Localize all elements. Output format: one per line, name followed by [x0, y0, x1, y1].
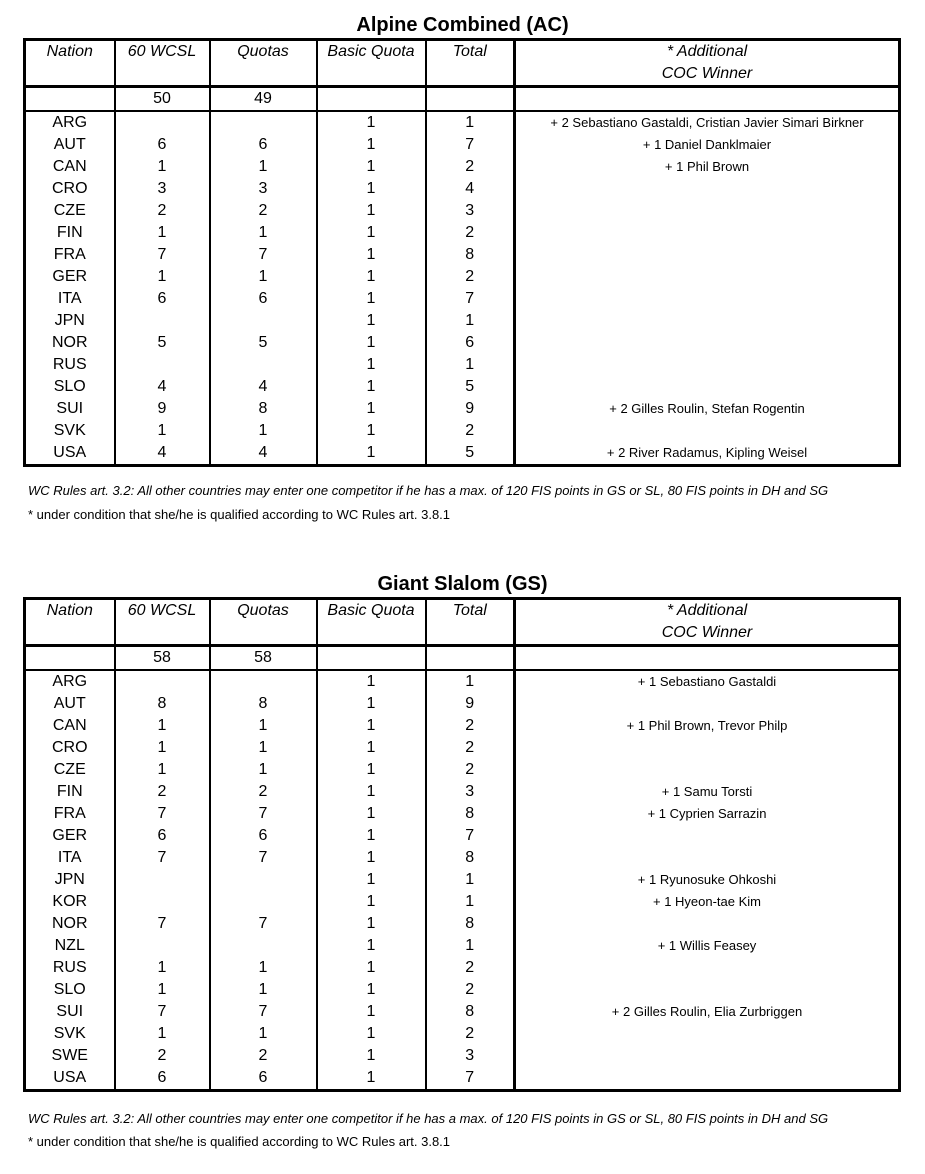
nation-cell: CRO	[25, 178, 115, 200]
table-row	[25, 781, 900, 803]
wcsl-cell: 1	[115, 737, 210, 759]
total-cell: 2	[426, 759, 515, 781]
table-row	[25, 134, 900, 156]
coc-winner-cell	[515, 1023, 900, 1045]
total-cell: 2	[426, 957, 515, 979]
quotas-cell: 6	[210, 288, 317, 310]
nation-cell: SUI	[25, 398, 115, 420]
table-row	[25, 737, 900, 759]
ac-note-condition: * under condition that she/he is qualified according to WC Rules art. 3.8.1	[28, 507, 451, 522]
table-row	[25, 957, 900, 979]
wcsl-cell: 1	[115, 715, 210, 737]
basic-quota-cell: 1	[317, 156, 426, 178]
totals-cell	[25, 87, 115, 112]
header-total: Total	[426, 40, 515, 87]
quotas-cell: 3	[210, 178, 317, 200]
quotas-cell	[210, 111, 317, 134]
header-60-wcsl: 60 WCSL	[115, 40, 210, 87]
basic-quota-cell: 1	[317, 244, 426, 266]
coc-winner-cell	[515, 957, 900, 979]
table-row	[25, 913, 900, 935]
nation-cell: NOR	[25, 332, 115, 354]
quotas-cell	[210, 310, 317, 332]
total-cell: 5	[426, 442, 515, 466]
total-cell: 2	[426, 266, 515, 288]
nation-cell: ITA	[25, 288, 115, 310]
coc-winner-cell	[515, 693, 900, 715]
coc-winner-cell: + 1 Daniel Danklmaier	[642, 137, 772, 152]
ac-table	[23, 38, 901, 467]
header-total: Total	[426, 599, 515, 646]
nation-cell: CZE	[25, 200, 115, 222]
total-cell: 8	[426, 913, 515, 935]
nation-cell: FIN	[25, 781, 115, 803]
nation-cell: AUT	[25, 693, 115, 715]
coc-winner-cell	[515, 825, 900, 847]
quotas-cell: 1	[210, 979, 317, 1001]
quotas-cell: 6	[210, 134, 317, 156]
coc-winner-cell	[515, 847, 900, 869]
basic-quota-cell: 1	[317, 200, 426, 222]
basic-quota-cell: 1	[317, 354, 426, 376]
nation-cell: ARG	[25, 670, 115, 693]
ac-header-row	[25, 40, 900, 87]
totals-cell	[515, 87, 900, 112]
basic-quota-cell: 1	[317, 310, 426, 332]
table-row	[25, 759, 900, 781]
basic-quota-cell: 1	[317, 442, 426, 466]
totals-cell	[515, 646, 900, 671]
nation-cell: RUS	[25, 957, 115, 979]
table-row	[25, 376, 900, 398]
basic-quota-cell: 1	[317, 111, 426, 134]
coc-winner-cell	[515, 1067, 900, 1091]
wcsl-cell: 6	[115, 1067, 210, 1091]
quotas-cell: 1	[210, 737, 317, 759]
table-row	[25, 693, 900, 715]
quotas-cell: 1	[210, 420, 317, 442]
header-basic-quota: Basic Quota	[317, 40, 426, 87]
coc-winner-cell	[515, 376, 900, 398]
table-row	[25, 398, 900, 420]
wcsl-cell: 2	[115, 1045, 210, 1067]
total-cell: 7	[426, 1067, 515, 1091]
table-row	[25, 979, 900, 1001]
header-nation: Nation	[25, 40, 115, 87]
total-cell: 9	[426, 693, 515, 715]
quotas-cell: 2	[210, 200, 317, 222]
coc-winner-cell: + 2 Sebastiano Gastaldi, Cristian Javier Simari Birkner	[550, 115, 864, 130]
table-row	[25, 803, 900, 825]
coc-winner-cell: + 2 River Radamus, Kipling Weisel	[606, 445, 808, 460]
quotas-cell: 6	[210, 1067, 317, 1091]
total-cell: 2	[426, 979, 515, 1001]
basic-quota-cell: 1	[317, 1045, 426, 1067]
basic-quota-cell: 1	[317, 266, 426, 288]
total-cell: 1	[426, 310, 515, 332]
table-row	[25, 825, 900, 847]
basic-quota-cell: 1	[317, 1023, 426, 1045]
header-nation: Nation	[25, 599, 115, 646]
nation-cell: KOR	[25, 891, 115, 913]
nation-cell: SVK	[25, 420, 115, 442]
wcsl-cell: 1	[115, 957, 210, 979]
table-row	[25, 310, 900, 332]
coc-winner-cell	[515, 222, 900, 244]
nation-cell: FIN	[25, 222, 115, 244]
nation-cell: CAN	[25, 715, 115, 737]
basic-quota-cell: 1	[317, 1001, 426, 1023]
basic-quota-cell: 1	[317, 759, 426, 781]
total-cell: 1	[426, 354, 515, 376]
table-row	[25, 420, 900, 442]
total-cell: 2	[426, 156, 515, 178]
quotas-cell: 1	[210, 222, 317, 244]
nation-cell: AUT	[25, 134, 115, 156]
total-cell: 9	[426, 398, 515, 420]
basic-quota-cell: 1	[317, 803, 426, 825]
gs-table	[23, 597, 901, 1092]
nation-cell: JPN	[25, 869, 115, 891]
table-row	[25, 332, 900, 354]
table-row	[25, 1023, 900, 1045]
nation-cell: SLO	[25, 979, 115, 1001]
table-row	[25, 1045, 900, 1067]
basic-quota-cell: 1	[317, 693, 426, 715]
totals-cell	[426, 87, 515, 112]
total-cell: 2	[426, 222, 515, 244]
quotas-cell: 7	[210, 913, 317, 935]
wcsl-cell: 4	[115, 442, 210, 466]
table-row	[25, 178, 900, 200]
wcsl-cell: 1	[115, 420, 210, 442]
total-cell: 1	[426, 111, 515, 134]
wcsl-cell: 1	[115, 979, 210, 1001]
wcsl-cell: 7	[115, 244, 210, 266]
header-quotas: Quotas	[210, 599, 317, 646]
wcsl-cell: 2	[115, 200, 210, 222]
quotas-cell: 1	[210, 957, 317, 979]
wcsl-cell: 1	[115, 1023, 210, 1045]
total-cell: 1	[426, 891, 515, 913]
quotas-cell: 2	[210, 1045, 317, 1067]
basic-quota-cell: 1	[317, 178, 426, 200]
total-cell: 8	[426, 1001, 515, 1023]
nation-cell: GER	[25, 266, 115, 288]
gs-note-rules: WC Rules art. 3.2: All other countries may enter one competitor if he has a max. of 120 FIS points in GS or SL, 80 FIS points in DH and SG	[28, 1111, 829, 1126]
table-row	[25, 1067, 900, 1091]
quotas-cell: 4	[210, 442, 317, 466]
header-additional-line2: COC Winner	[661, 624, 753, 641]
quotas-cell: 7	[210, 847, 317, 869]
table-row	[25, 354, 900, 376]
table-row	[25, 1001, 900, 1023]
coc-winner-cell	[515, 288, 900, 310]
coc-winner-cell	[515, 979, 900, 1001]
table-row	[25, 847, 900, 869]
total-cell: 8	[426, 847, 515, 869]
totals-cell: 58	[115, 646, 210, 671]
basic-quota-cell: 1	[317, 332, 426, 354]
table-row	[25, 891, 900, 913]
wcsl-cell: 5	[115, 332, 210, 354]
table-row	[25, 222, 900, 244]
wcsl-cell: 7	[115, 803, 210, 825]
quotas-cell	[210, 935, 317, 957]
wcsl-cell: 3	[115, 178, 210, 200]
table-row	[25, 266, 900, 288]
gs-header-row	[25, 599, 900, 646]
header-quotas: Quotas	[210, 40, 317, 87]
table-row	[25, 442, 900, 466]
quotas-cell: 8	[210, 398, 317, 420]
total-cell: 6	[426, 332, 515, 354]
quotas-cell	[210, 354, 317, 376]
header-additional-line1: * Additional	[666, 43, 748, 60]
table-row	[25, 869, 900, 891]
table-row	[25, 200, 900, 222]
ac-title: Alpine Combined (AC)	[356, 14, 569, 36]
quotas-cell: 4	[210, 376, 317, 398]
coc-winner-cell	[515, 310, 900, 332]
totals-cell: 49	[210, 87, 317, 112]
wcsl-cell: 7	[115, 913, 210, 935]
header-additional-line2: COC Winner	[661, 65, 753, 82]
coc-winner-cell	[515, 1045, 900, 1067]
coc-winner-cell: + 1 Hyeon-tae Kim	[652, 894, 762, 909]
total-cell: 3	[426, 781, 515, 803]
header-additional-line1: * Additional	[666, 602, 748, 619]
nation-cell: FRA	[25, 803, 115, 825]
nation-cell: CZE	[25, 759, 115, 781]
total-cell: 1	[426, 869, 515, 891]
wcsl-cell	[115, 869, 210, 891]
wcsl-cell: 4	[115, 376, 210, 398]
coc-winner-cell: + 2 Gilles Roulin, Elia Zurbriggen	[611, 1004, 803, 1019]
total-cell: 1	[426, 935, 515, 957]
nation-cell: RUS	[25, 354, 115, 376]
basic-quota-cell: 1	[317, 715, 426, 737]
quotas-cell: 1	[210, 715, 317, 737]
total-cell: 4	[426, 178, 515, 200]
quotas-cell: 5	[210, 332, 317, 354]
nation-cell: FRA	[25, 244, 115, 266]
coc-winner-cell	[515, 737, 900, 759]
coc-winner-cell	[515, 200, 900, 222]
table-row	[25, 111, 900, 134]
nation-cell: SWE	[25, 1045, 115, 1067]
coc-winner-cell	[515, 332, 900, 354]
wcsl-cell: 1	[115, 759, 210, 781]
wcsl-cell: 7	[115, 847, 210, 869]
total-cell: 7	[426, 288, 515, 310]
nation-cell: CRO	[25, 737, 115, 759]
header-additional	[515, 599, 900, 646]
wcsl-cell: 8	[115, 693, 210, 715]
wcsl-cell: 6	[115, 134, 210, 156]
gs-title: Giant Slalom (GS)	[377, 573, 548, 595]
coc-winner-cell	[515, 759, 900, 781]
nation-cell: ARG	[25, 111, 115, 134]
basic-quota-cell: 1	[317, 869, 426, 891]
wcsl-cell: 2	[115, 781, 210, 803]
coc-winner-cell: + 2 Gilles Roulin, Stefan Rogentin	[609, 401, 805, 416]
basic-quota-cell: 1	[317, 420, 426, 442]
nation-cell: USA	[25, 442, 115, 466]
quotas-cell	[210, 891, 317, 913]
basic-quota-cell: 1	[317, 670, 426, 693]
quotas-cell: 1	[210, 1023, 317, 1045]
gs-totals-row	[25, 646, 900, 671]
nation-cell: ITA	[25, 847, 115, 869]
wcsl-cell	[115, 111, 210, 134]
basic-quota-cell: 1	[317, 825, 426, 847]
coc-winner-cell	[515, 420, 900, 442]
total-cell: 2	[426, 737, 515, 759]
nation-cell: NZL	[25, 935, 115, 957]
ac-totals-row	[25, 87, 900, 112]
gs-rows	[25, 670, 900, 1091]
wcsl-cell: 1	[115, 156, 210, 178]
quotas-cell	[210, 670, 317, 693]
quotas-cell: 7	[210, 1001, 317, 1023]
coc-winner-cell	[515, 244, 900, 266]
basic-quota-cell: 1	[317, 781, 426, 803]
header-basic-quota: Basic Quota	[317, 599, 426, 646]
coc-winner-cell: + 1 Cyprien Sarrazin	[647, 806, 767, 821]
table-row	[25, 288, 900, 310]
basic-quota-cell: 1	[317, 398, 426, 420]
nation-cell: SUI	[25, 1001, 115, 1023]
total-cell: 2	[426, 715, 515, 737]
wcsl-cell: 1	[115, 222, 210, 244]
total-cell: 2	[426, 420, 515, 442]
header-additional	[515, 40, 900, 87]
coc-winner-cell: + 1 Ryunosuke Ohkoshi	[637, 872, 777, 887]
total-cell: 8	[426, 803, 515, 825]
table-row	[25, 244, 900, 266]
totals-cell	[25, 646, 115, 671]
quotas-cell: 1	[210, 156, 317, 178]
nation-cell: GER	[25, 825, 115, 847]
wcsl-cell	[115, 670, 210, 693]
coc-winner-cell: + 1 Sebastiano Gastaldi	[637, 674, 777, 689]
total-cell: 7	[426, 134, 515, 156]
ac-note-rules: WC Rules art. 3.2: All other countries may enter one competitor if he has a max. of 120 FIS points in GS or SL, 80 FIS points in DH and SG	[28, 483, 829, 498]
nation-cell: USA	[25, 1067, 115, 1091]
wcsl-cell	[115, 891, 210, 913]
quotas-cell: 1	[210, 266, 317, 288]
wcsl-cell: 1	[115, 266, 210, 288]
nation-cell: SLO	[25, 376, 115, 398]
quotas-cell	[210, 869, 317, 891]
coc-winner-cell	[515, 266, 900, 288]
basic-quota-cell: 1	[317, 957, 426, 979]
nation-cell: CAN	[25, 156, 115, 178]
wcsl-cell	[115, 354, 210, 376]
coc-winner-cell	[515, 913, 900, 935]
table-row	[25, 935, 900, 957]
coc-winner-cell: + 1 Samu Torsti	[661, 784, 753, 799]
coc-winner-cell	[515, 354, 900, 376]
coc-winner-cell: + 1 Willis Feasey	[657, 938, 757, 953]
nation-cell: SVK	[25, 1023, 115, 1045]
total-cell: 2	[426, 1023, 515, 1045]
basic-quota-cell: 1	[317, 737, 426, 759]
basic-quota-cell: 1	[317, 935, 426, 957]
basic-quota-cell: 1	[317, 891, 426, 913]
basic-quota-cell: 1	[317, 1067, 426, 1091]
basic-quota-cell: 1	[317, 847, 426, 869]
wcsl-cell	[115, 310, 210, 332]
totals-cell	[426, 646, 515, 671]
total-cell: 8	[426, 244, 515, 266]
total-cell: 7	[426, 825, 515, 847]
total-cell: 3	[426, 200, 515, 222]
wcsl-cell: 6	[115, 288, 210, 310]
nation-cell: NOR	[25, 913, 115, 935]
table-row	[25, 156, 900, 178]
total-cell: 5	[426, 376, 515, 398]
totals-cell: 58	[210, 646, 317, 671]
coc-winner-cell: + 1 Phil Brown, Trevor Philp	[626, 718, 788, 733]
wcsl-cell: 7	[115, 1001, 210, 1023]
quotas-cell: 1	[210, 759, 317, 781]
totals-cell	[317, 646, 426, 671]
basic-quota-cell: 1	[317, 913, 426, 935]
quotas-cell: 8	[210, 693, 317, 715]
basic-quota-cell: 1	[317, 376, 426, 398]
wcsl-cell: 6	[115, 825, 210, 847]
basic-quota-cell: 1	[317, 979, 426, 1001]
nation-cell: JPN	[25, 310, 115, 332]
basic-quota-cell: 1	[317, 222, 426, 244]
wcsl-cell: 9	[115, 398, 210, 420]
quotas-cell: 7	[210, 244, 317, 266]
quotas-cell: 7	[210, 803, 317, 825]
table-row	[25, 715, 900, 737]
gs-note-condition: * under condition that she/he is qualified according to WC Rules art. 3.8.1	[28, 1134, 451, 1149]
totals-cell: 50	[115, 87, 210, 112]
coc-winner-cell	[515, 178, 900, 200]
ac-rows	[25, 111, 900, 466]
total-cell: 3	[426, 1045, 515, 1067]
basic-quota-cell: 1	[317, 134, 426, 156]
total-cell: 1	[426, 670, 515, 693]
header-60-wcsl: 60 WCSL	[115, 599, 210, 646]
basic-quota-cell: 1	[317, 288, 426, 310]
wcsl-cell	[115, 935, 210, 957]
quotas-cell: 2	[210, 781, 317, 803]
quotas-cell: 6	[210, 825, 317, 847]
totals-cell	[317, 87, 426, 112]
table-row	[25, 670, 900, 693]
coc-winner-cell: + 1 Phil Brown	[664, 159, 750, 174]
